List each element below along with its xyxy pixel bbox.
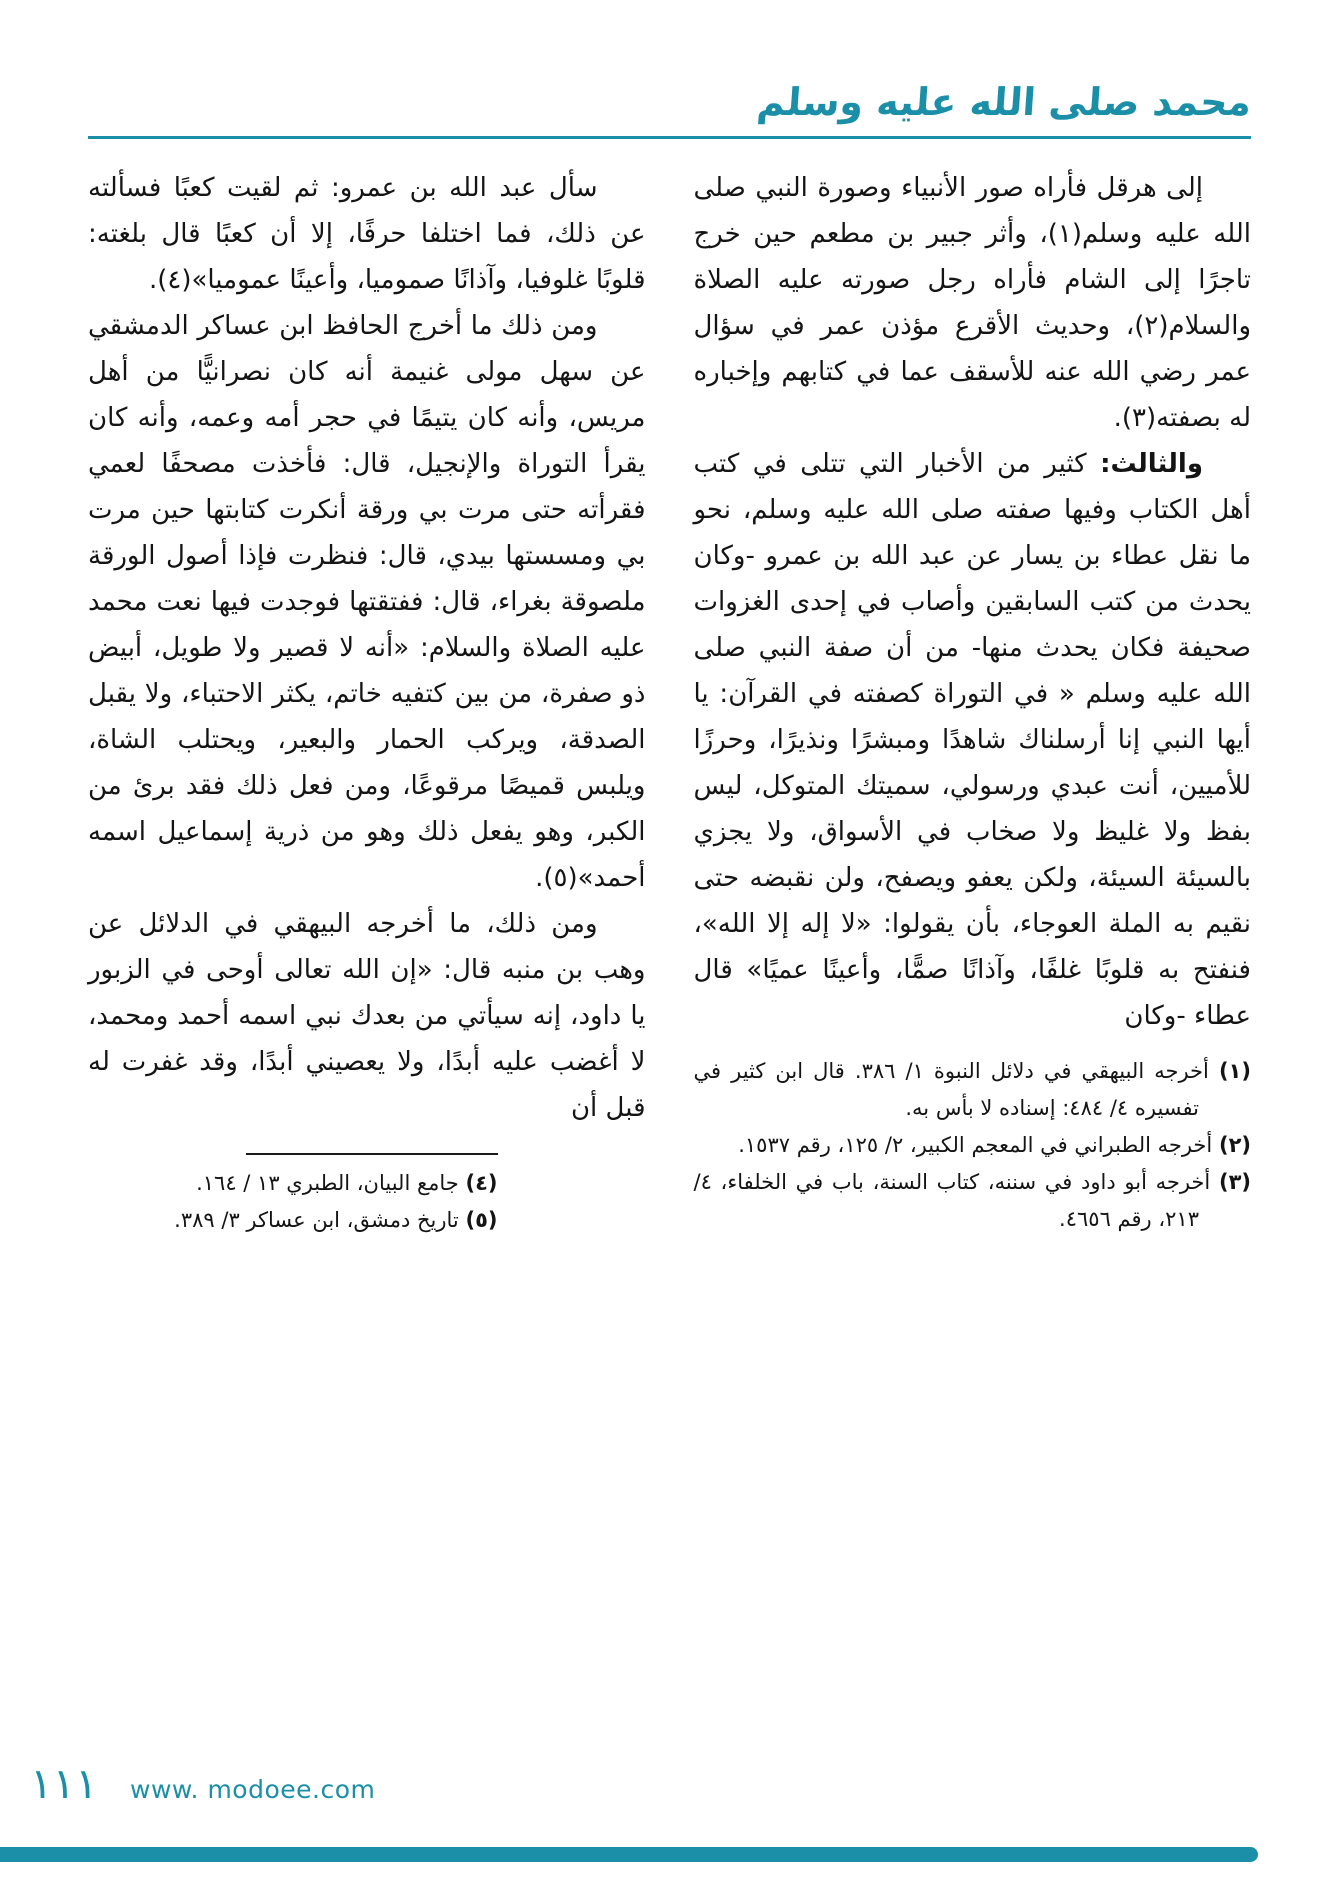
page-number: ١١١	[30, 1759, 98, 1808]
footnote-text: جامع البيان، الطبري ١٣ / ١٦٤.	[196, 1170, 459, 1195]
paragraph-text: ومن ذلك، ما أخرجه البيهقي في الدلائل عن وهب بن منبه قال: «إن الله تعالى أوحى في الزبور يا داود، إنه سيأتي من بعدك نبي اسمه أحمد ومحمد، لا أغضب عليه أبدًا، ولا يعصيني أبدًا، وقد غفرت له قبل أن	[88, 908, 646, 1123]
paragraph-text: ومن ذلك ما أخرج الحافظ ابن عساكر الدمشقي عن سهل مولى غنيمة أنه كان نصرانيًّا من أهل مريس، وأنه كان يتيمًا في حجر أمه وعمه، وأنه كان يقرأ التوراة والإنجيل، قال: فأخذت مصحفًا لعمي فقرأته حتى مرت بي ورقة أنكرت كتابتها حين مرت بي ومسستها بيدي، قال: فنظرت فإذا أصول الورقة ملصوقة بغراء، قال: ففتقتها فوجدت فيها نعت محمد عليه الصلاة والسلام: «أنه لا قصير ولا طويل، أبيض ذو صفرة، من بين كتفيه خاتم، يكثر الاحتباء، ولا يقبل الصدقة، ويركب الحمار والبعير، ويحتلب الشاة، ويلبس قميصًا مرقوعًا، ومن فعل ذلك فقد برئ من الكبر، وهو يفعل ذلك وهو من ذرية إسماعيل اسمه أحمد»(٥).	[88, 310, 646, 893]
paragraph	[88, 901, 646, 1131]
footnote	[694, 1164, 1252, 1238]
left-paragraphs	[88, 165, 646, 1131]
paragraph-text: كثير من الأخبار التي تتلى في كتب أهل الكتاب وفيها صفته صلى الله عليه وسلم، نحو ما نقل عطاء بن يسار عن عبد الله بن عمرو -وكان يحدث من كتب السابقين وأصاب في إحدى الغزوات صحيفة فكان يحدث منها- من أن صفة النبي صلى الله عليه وسلم « في التوراة كصفته في القرآن: يا أيها النبي إنا أرسلناك شاهدًا ومبشرًا ونذيرًا، وحرزًا للأميين، أنت عبدي ورسولي، سميتك المتوكل، ليس بفظ ولا غليظ ولا صخاب في الأسواق، ولا يجزي بالسيئة السيئة، ولكن يعفو ويصفح، ولن نقبضه حتى نقيم به الملة العوجاء، بأن يقولوا: «لا إله إلا الله»، فنفتح به قلوبًا غلفًا، وآذانًا صمًّا، وأعينًا عميًا» قال عطاء -وكان	[693, 448, 1251, 1031]
footnote	[88, 1165, 498, 1202]
column-left	[88, 165, 646, 1239]
footnote-number: (٥)	[465, 1207, 498, 1232]
footnote-number: (٣)	[1218, 1169, 1251, 1194]
footnote-divider	[246, 1153, 498, 1155]
paragraph	[694, 165, 1252, 441]
left-footnotes	[88, 1165, 498, 1239]
paragraph	[88, 303, 646, 901]
paragraph-lead: والثالث:	[1100, 448, 1203, 479]
website-text: www. modoee.com	[130, 1775, 376, 1804]
header-divider	[88, 136, 1251, 139]
footnote-text: أخرجه البيهقي في دلائل النبوة ١/ ٣٨٦. قال ابن كثير في تفسيره ٤/ ٤٨٤: إسناده لا بأس به.	[693, 1058, 1209, 1120]
paragraph	[88, 165, 646, 303]
right-paragraphs	[694, 165, 1252, 1039]
page-header	[88, 80, 1251, 139]
footnote	[694, 1127, 1252, 1164]
footnote-number: (١)	[1218, 1058, 1251, 1083]
footnote-number: (٤)	[465, 1170, 498, 1195]
column-right	[694, 165, 1252, 1239]
paragraph-text: إلى هرقل فأراه صور الأنبياء وصورة النبي صلى الله عليه وسلم(١)، وأثر جبير بن مطعم حين خرج تاجرًا إلى الشام فأراه رجل صورته عليه الصلاة والسلام(٢)، وحديث الأقرع مؤذن عمر في سؤال عمر رضي الله عنه للأسقف عما في كتابهم وإخباره له بصفته(٣).	[693, 172, 1251, 433]
footnote-text: أخرجه الطبراني في المعجم الكبير، ٢/ ١٢٥، رقم ١٥٣٧.	[738, 1132, 1213, 1157]
footnote	[88, 1202, 498, 1239]
footer-bar	[0, 1847, 1258, 1862]
footnote-number: (٢)	[1218, 1132, 1251, 1157]
paragraph-text: سأل عبد الله بن عمرو: ثم لقيت كعبًا فسألته عن ذلك، فما اختلفا حرفًا، إلا أن كعبًا قال بلغته: قلوبًا غلوفيا، وآذانًا صموميا، وأعينًا عموميا»(٤).	[88, 172, 646, 295]
paragraph	[694, 441, 1252, 1039]
two-column-text	[88, 165, 1251, 1239]
footnote	[694, 1053, 1252, 1127]
right-footnotes	[694, 1053, 1252, 1238]
footnote-text: أخرجه أبو داود في سننه، كتاب السنة، باب في الخلفاء، ٤/ ٢١٣، رقم ٤٦٥٦.	[693, 1169, 1211, 1231]
header-calligraphy: محمد صلى الله عليه وسلم	[755, 80, 1253, 124]
footnote-text: تاريخ دمشق، ابن عساكر ٣/ ٣٨٩.	[174, 1207, 459, 1232]
